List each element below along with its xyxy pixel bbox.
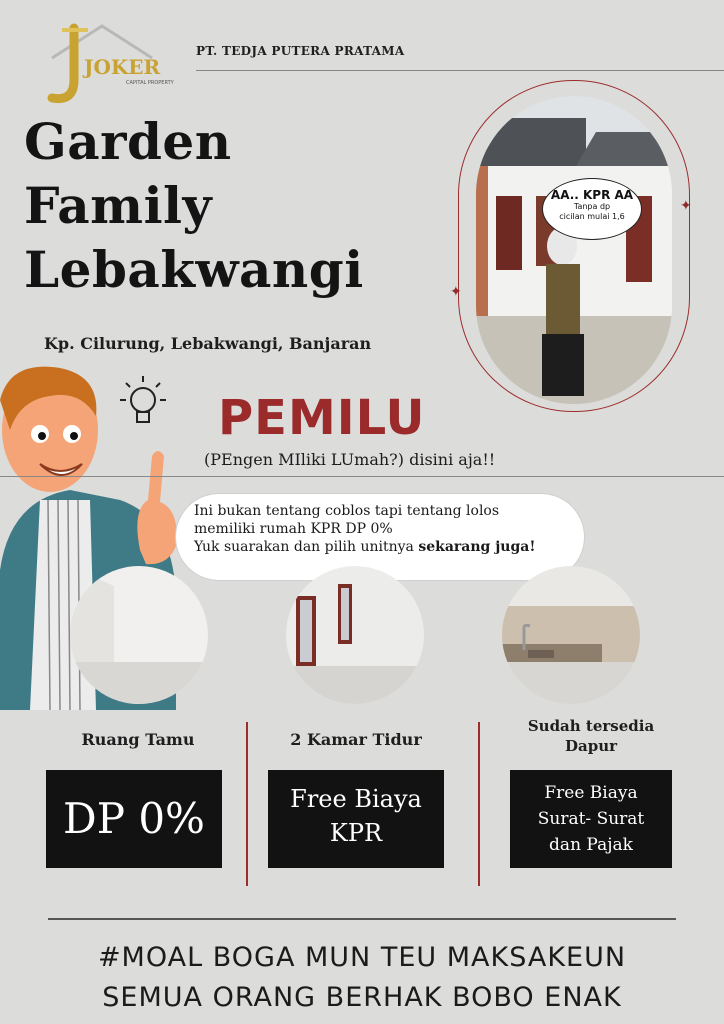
- feature-divider: [478, 722, 480, 886]
- tax-box-line-1: Free Biaya: [544, 783, 638, 803]
- slogan-line-2: SEMUA ORANG BERHAK BOBO ENAK: [102, 982, 622, 1013]
- title-line-1: Garden: [24, 112, 232, 171]
- joker-logo: [22, 18, 182, 108]
- feature-label-bedroom: 2 Kamar Tidur: [290, 730, 422, 749]
- company-name: PT. TEDJA PUTERA PRATAMA: [196, 44, 405, 58]
- bedroom-photo: [286, 566, 424, 704]
- lightbulb-icon: [112, 372, 174, 434]
- logo-small-text: CAPITAL PROPERTY: [126, 80, 174, 86]
- top-divider: [196, 70, 724, 71]
- address: Kp. Cilurung, Lebakwangi, Banjaran: [44, 334, 372, 353]
- living-room-photo: [70, 566, 208, 704]
- free-kpr-box: [268, 770, 444, 868]
- feature-label-living-room: Ruang Tamu: [81, 730, 195, 749]
- kpr-box-line-1: Free Biaya: [290, 785, 422, 813]
- sparkle-icon: ✦: [680, 198, 692, 214]
- page-title: [24, 110, 454, 302]
- bubble-line-3: cicilan mulai 1,6: [559, 212, 625, 221]
- pemilu-subline: (PEngen MIliki LUmah?) disini aja!!: [204, 450, 496, 469]
- title-line-3: Lebakwangi: [24, 240, 364, 299]
- pemilu-headline: PEMILU: [218, 390, 426, 446]
- tax-box-line-2: Surat- Surat: [537, 809, 645, 829]
- kpr-box-line-2: KPR: [329, 819, 383, 847]
- bottom-divider: [48, 918, 676, 920]
- promo-speech-bubble: [176, 494, 584, 580]
- kpr-speech-bubble: [542, 178, 642, 240]
- title-line-2: Family: [24, 176, 213, 235]
- free-tax-box: [510, 770, 672, 868]
- bubble-line-1: AA.. KPR AA: [550, 188, 634, 202]
- house-photo: [476, 96, 672, 404]
- middle-divider: [0, 476, 724, 477]
- speech-line-1: Ini bukan tentang coblos tapi tentang lolos: [194, 503, 500, 519]
- speech-line-2: memiliki rumah KPR DP 0%: [194, 521, 393, 537]
- speech-line-3: Yuk suarakan dan pilih unitnya sekarang juga!: [194, 539, 536, 555]
- kitchen-label-line-1: Sudah tersedia: [527, 717, 655, 735]
- feature-divider: [246, 722, 248, 886]
- slogan-line-1: #MOAL BOGA MUN TEU MAKSAKEUN: [97, 942, 627, 973]
- kitchen-photo: [502, 566, 640, 704]
- sparkle-icon: ✦: [450, 284, 462, 300]
- tax-box-line-3: dan Pajak: [549, 835, 633, 855]
- logo-text: JOKER: [84, 55, 161, 79]
- feature-label-kitchen: [486, 716, 696, 756]
- speech-emphasis: sekarang juga!: [418, 539, 536, 555]
- kitchen-label-line-2: Dapur: [564, 737, 618, 755]
- dp-box: [46, 770, 222, 868]
- dp-box-text: DP 0%: [63, 794, 205, 843]
- bubble-line-2: Tanpa dp: [573, 202, 611, 211]
